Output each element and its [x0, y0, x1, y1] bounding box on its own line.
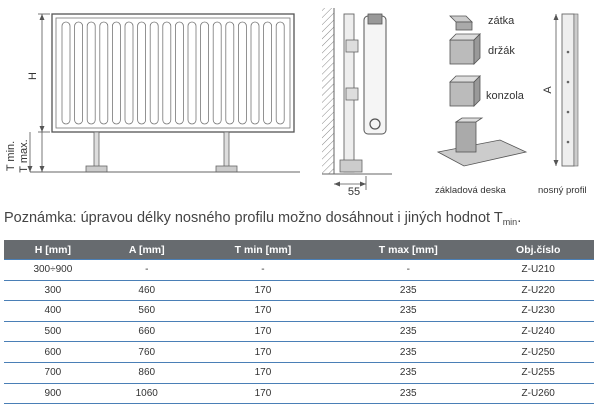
- table-row: [4, 342, 594, 363]
- dim-55-label: 55: [347, 186, 361, 198]
- column-header: A [mm]: [102, 240, 192, 260]
- dim-h-label: H: [27, 72, 39, 80]
- note-subscript: min: [502, 217, 518, 227]
- part-drzak: [450, 34, 480, 64]
- table-cell: 235: [334, 383, 482, 404]
- table-cell: -: [192, 260, 334, 281]
- dim-tmax-label: T max.: [18, 139, 30, 173]
- table-cell: Z-U255: [482, 362, 594, 383]
- table-row: [4, 301, 594, 322]
- note-suffix: .: [517, 210, 522, 226]
- table-cell: 170: [192, 383, 334, 404]
- table-cell: Z-U230: [482, 301, 594, 322]
- table-cell: 235: [334, 321, 482, 342]
- table-cell: -: [102, 260, 192, 281]
- part-nosny-profil: [542, 14, 578, 166]
- note-main: Poznámka: úpravou délky nosného profilu možno dosáhnout i jiných hodnot T: [4, 210, 503, 226]
- label-konzola: konzola: [486, 90, 524, 102]
- label-drzak: držák: [488, 45, 515, 57]
- column-header: T min [mm]: [192, 240, 334, 260]
- table-cell: 660: [102, 321, 192, 342]
- table-cell: 170: [192, 342, 334, 363]
- table-cell: 560: [102, 301, 192, 322]
- table-cell: Z-U250: [482, 342, 594, 363]
- table-row: [4, 383, 594, 404]
- table-cell: 170: [192, 362, 334, 383]
- table-cell: 400: [4, 301, 102, 322]
- radiator-side-view: [322, 8, 392, 198]
- table-cell: Z-U260: [482, 383, 594, 404]
- table-cell: 460: [102, 280, 192, 301]
- table-header-row: [4, 240, 594, 260]
- label-zakladova-deska: základová deska: [435, 185, 506, 196]
- table-cell: 235: [334, 301, 482, 322]
- radiator-front-view: [5, 14, 300, 173]
- table-cell: 860: [102, 362, 192, 383]
- table-cell: 235: [334, 342, 482, 363]
- label-zatka: zátka: [488, 15, 515, 27]
- table-row: [4, 260, 594, 281]
- table-cell: 500: [4, 321, 102, 342]
- table-cell: 900: [4, 383, 102, 404]
- column-header: T max [mm]: [334, 240, 482, 260]
- table-cell: 170: [192, 321, 334, 342]
- column-header: H [mm]: [4, 240, 102, 260]
- table-cell: 1060: [102, 383, 192, 404]
- part-zatka: [450, 16, 472, 30]
- table-cell: 600: [4, 342, 102, 363]
- note-text: [4, 210, 521, 227]
- table-cell: 700: [4, 362, 102, 383]
- table-cell: Z-U220: [482, 280, 594, 301]
- label-nosny-profil: nosný profil: [538, 185, 587, 196]
- table-cell: 300: [4, 280, 102, 301]
- column-header: Obj.číslo: [482, 240, 594, 260]
- table-row: [4, 321, 594, 342]
- dim-a-label: A: [542, 86, 554, 94]
- table-row: [4, 362, 594, 383]
- technical-drawing: [0, 0, 600, 200]
- table-cell: 300÷900: [4, 260, 102, 281]
- table-cell: 235: [334, 362, 482, 383]
- table-cell: -: [334, 260, 482, 281]
- table-cell: 170: [192, 301, 334, 322]
- table-cell: 760: [102, 342, 192, 363]
- table-cell: 170: [192, 280, 334, 301]
- table-cell: 235: [334, 280, 482, 301]
- part-zakladova-deska: [438, 118, 526, 166]
- part-konzola: [450, 76, 480, 106]
- dim-tmin-label: T min.: [5, 140, 17, 172]
- table-cell: Z-U240: [482, 321, 594, 342]
- table-cell: Z-U210: [482, 260, 594, 281]
- table-row: [4, 280, 594, 301]
- profiles-table: [4, 240, 594, 404]
- table-body: [4, 260, 594, 404]
